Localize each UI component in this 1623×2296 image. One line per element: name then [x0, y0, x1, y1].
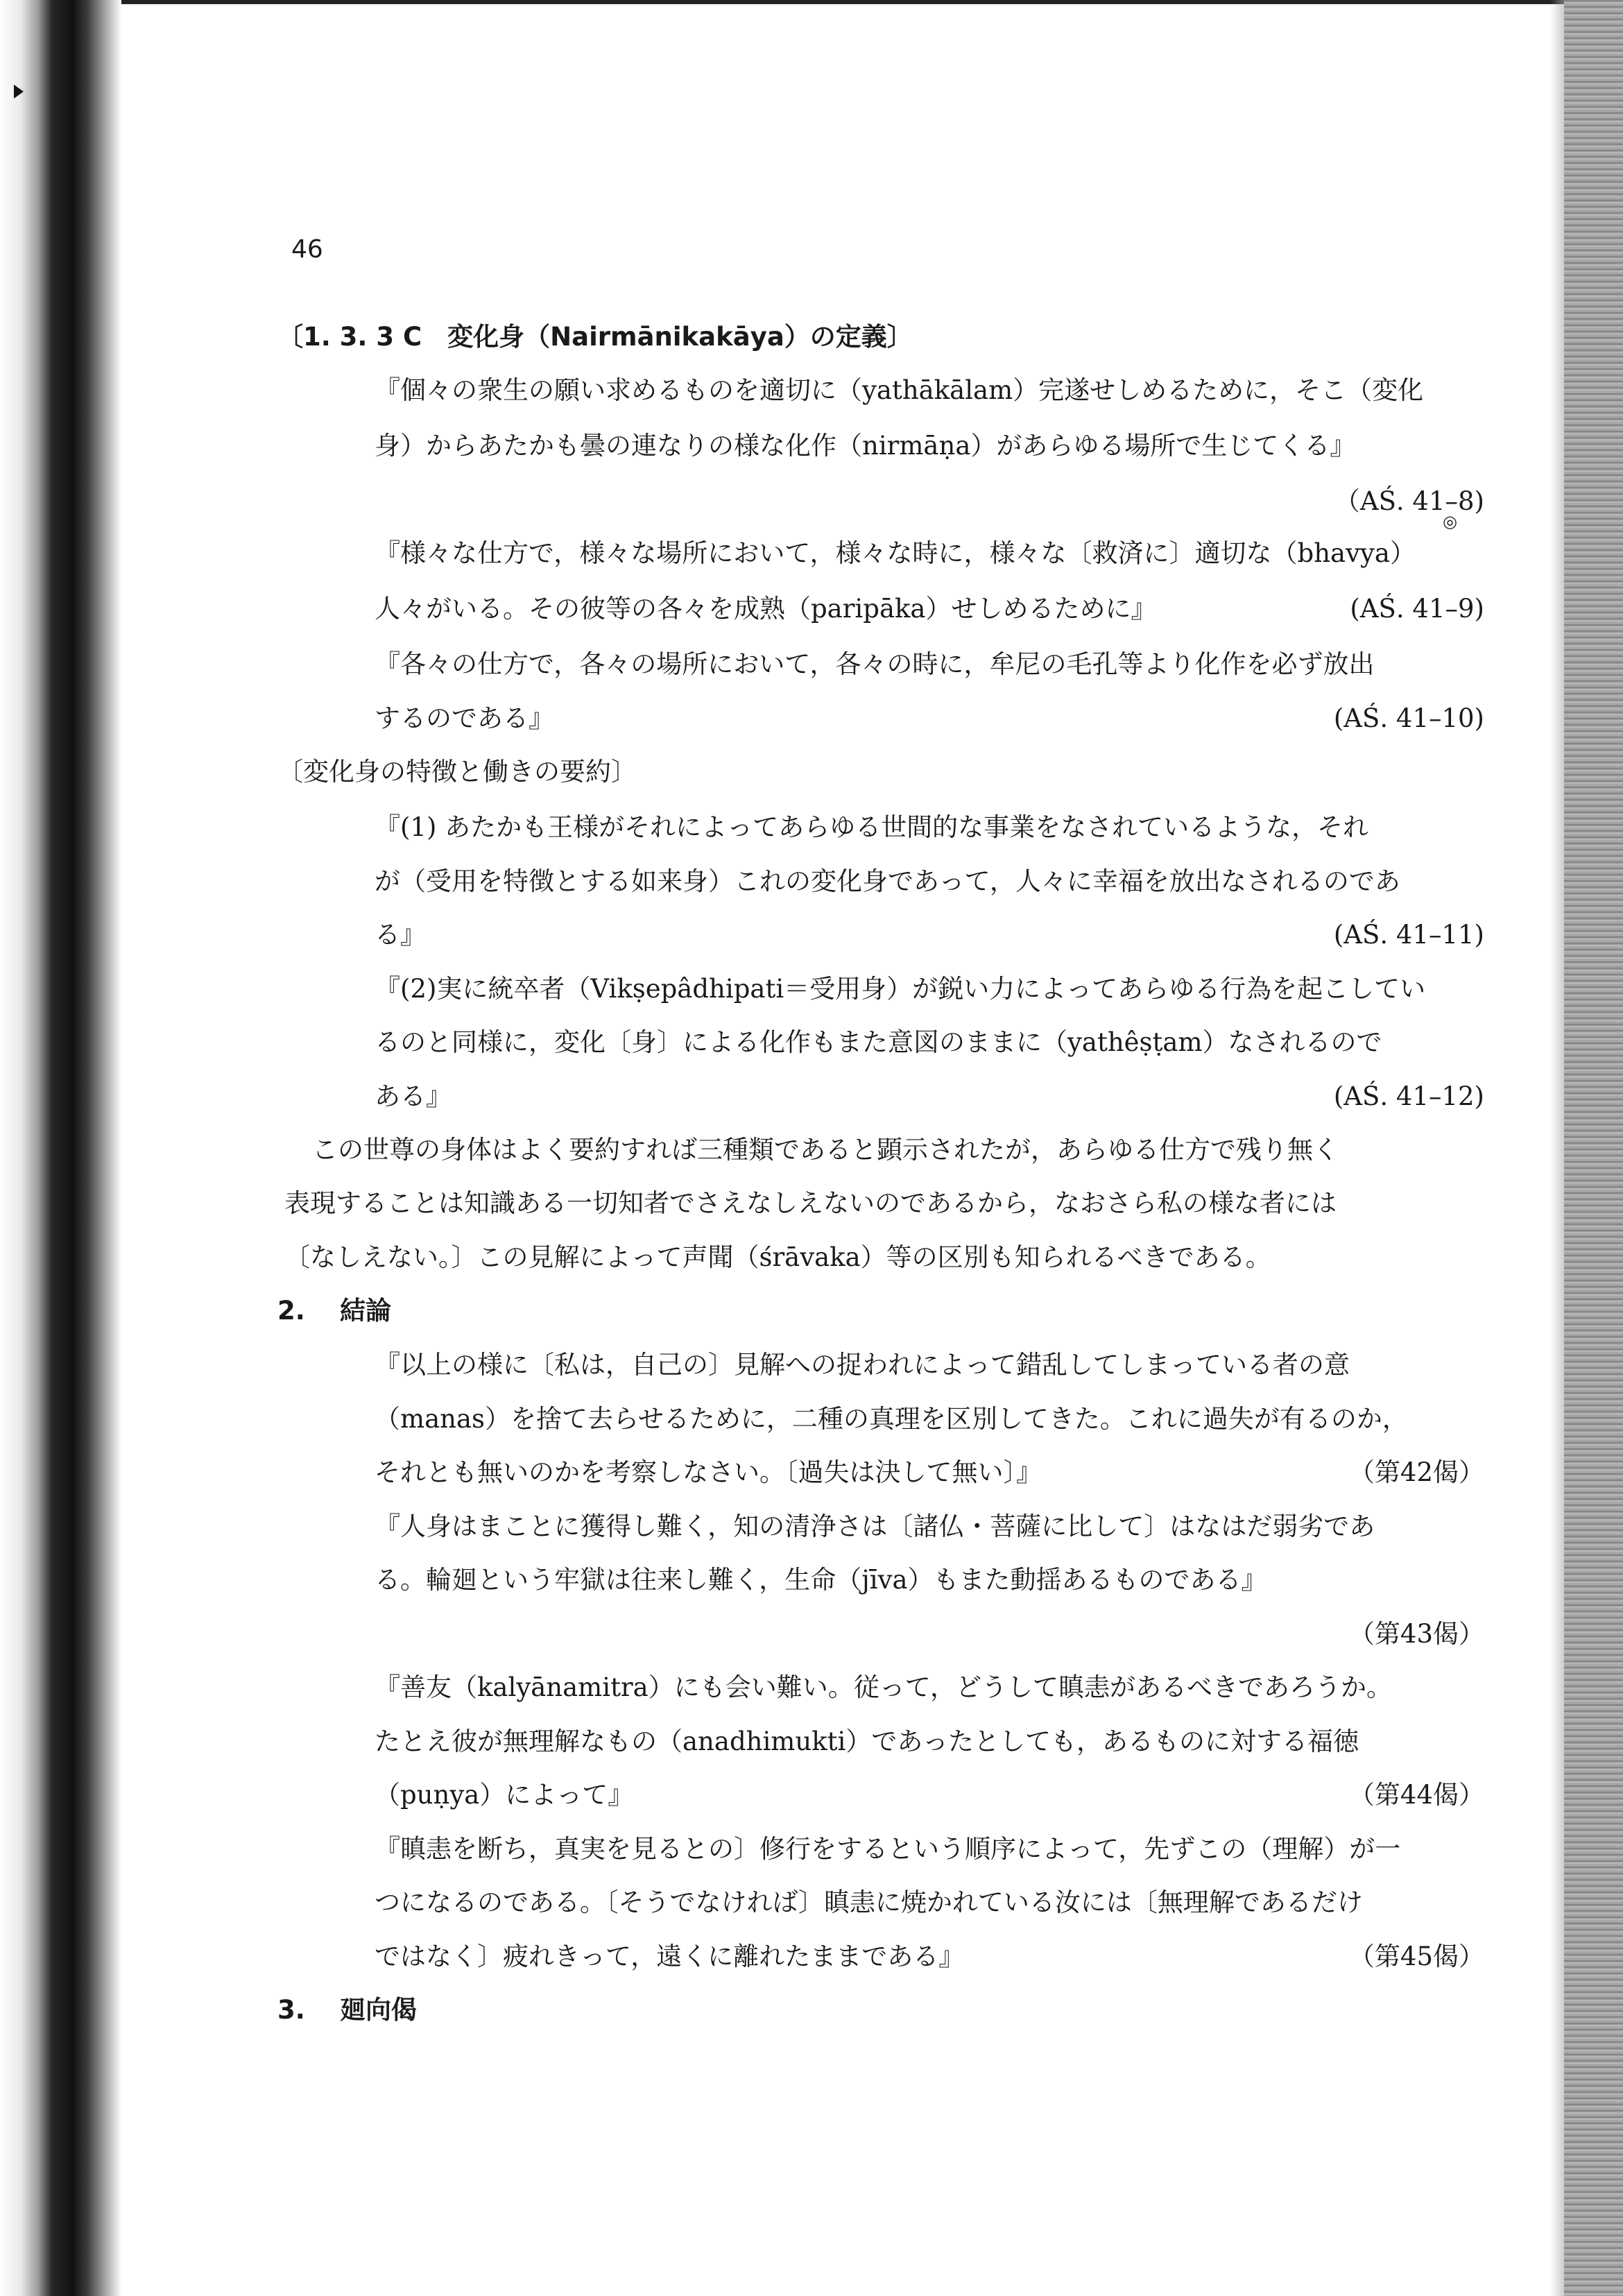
verse-number: （第44偈） [1348, 1780, 1484, 1810]
verse-line: それとも無いのかを考察しなさい。〔過失は決して無い〕』 [375, 1457, 1042, 1487]
paragraph-line: 〔なしえない。〕この見解によって声聞（śrāvaka）等の区別も知られるべきである。 [284, 1242, 1271, 1272]
page-number: 46 [291, 235, 323, 264]
annotation-mark: ◎ [1443, 512, 1457, 531]
quote-line: 身）からあたかも曇の連なりの様な化作（nirmāṇa）があらゆる場所で生じてくる』 [375, 431, 1356, 461]
scan-right-edge [1564, 0, 1623, 2296]
quote-line: が（受用を特徴とする如来身）これの変化身であって，人々に幸福を放出なされるのであ [375, 866, 1400, 896]
quote-line: 『(1) あたかも王様がそれによってあらゆる世間的な事業をなされているような，それ [375, 812, 1369, 842]
quote-line: ある』 [375, 1081, 452, 1111]
section-title: 廻向偈 [340, 1995, 417, 2025]
verse-number: （第43偈） [1348, 1619, 1484, 1649]
quote-line: 『(2)実に統卒者（Vikṣepâdhipati＝受用身）が鋭い力によってあらゆる行為を起こしてい [375, 974, 1426, 1004]
scan-left-binding-shadow [0, 0, 121, 2296]
citation: (AŚ. 41–11) [1333, 920, 1484, 950]
scan-top-edge [0, 0, 1623, 4]
quote-line: 『個々の衆生の願い求めるものを適切に（yathākālam）完遂せしめるために，そこ（変化 [375, 375, 1424, 405]
section-number: 3. [277, 1995, 305, 2025]
citation: (AŚ. 41–10) [1333, 703, 1484, 733]
section-title: 結論 [340, 1296, 391, 1326]
verse-line: （puṇya）によって』 [375, 1780, 634, 1810]
verse-line: 『以上の様に〔私は，自己の〕見解への捉われによって錯乱してしまっている者の意 [375, 1350, 1350, 1380]
section-number: 2. [277, 1296, 305, 1326]
quote-line: するのである』 [375, 703, 554, 733]
section-heading-1-3-3c: 〔1. 3. 3 C 変化身（Nairmānikakāya）の定義〕 [277, 322, 913, 352]
quote-line: る』 [375, 920, 426, 950]
quote-line: るのと同様に，変化〔身〕による化作もまた意図のままに（yathêṣṭam）なされるので [375, 1027, 1382, 1057]
quote-line: 『様々な仕方で，様々な場所において，様々な時に，様々な〔救済に〕適切な（bhavya） [375, 538, 1416, 568]
verse-line: ではなく〕疲れきって，遠くに離れたままである』 [375, 1942, 965, 1971]
paragraph-line: この世尊の身体はよく要約すれば三種類であると顕示されたが，あらゆる仕方で残り無く [312, 1135, 1339, 1165]
quote-line: 人々がいる。その彼等の各々を成熟（paripāka）せしめるために』 [375, 594, 1157, 624]
scan-notch-mark [14, 85, 24, 98]
verse-line: 『善友（kalyānamitra）にも会い難い。従って，どうして瞋恚があるべきであろうか。 [375, 1672, 1392, 1702]
verse-line: 『人身はまことに獲得し難く，知の清浄さは〔諸仏・菩薩に比して〕はなはだ弱劣であ [375, 1511, 1375, 1541]
verse-number: （第42偈） [1348, 1457, 1484, 1487]
paragraph-line: 表現することは知識ある一切知者でさえなしえないのであるから，なおさら私の様な者には [284, 1188, 1337, 1218]
citation: (AŚ. 41–9) [1350, 594, 1484, 624]
verse-number: （第45偈） [1348, 1942, 1484, 1971]
citation: （AŚ. 41–8) [1334, 486, 1484, 516]
verse-line: （manas）を捨て去らせるために，二種の真理を区別してきた。これに過失が有るのか， [375, 1404, 1408, 1434]
verse-line: 『瞋恚を断ち，真実を見るとの〕修行をするという順序によって，先ずこの（理解）が一 [375, 1834, 1401, 1864]
sub-heading: 〔変化身の特徴と働きの要約〕 [277, 757, 637, 787]
quote-line: 『各々の仕方で，各々の場所において，各々の時に，牟尼の毛孔等より化作を必ず放出 [375, 649, 1375, 679]
citation: (AŚ. 41–12) [1333, 1081, 1484, 1111]
verse-line: たとえ彼が無理解なもの（anadhimukti）であったとしても，あるものに対する福徳 [375, 1727, 1359, 1756]
verse-line: る。輪廻という牢獄は往来し難く，生命（jīva）もまた動揺あるものである』 [375, 1565, 1267, 1595]
verse-line: つになるのである。〔そうでなければ〕瞋恚に焼かれている汝には〔無理解であるだけ [375, 1887, 1363, 1917]
